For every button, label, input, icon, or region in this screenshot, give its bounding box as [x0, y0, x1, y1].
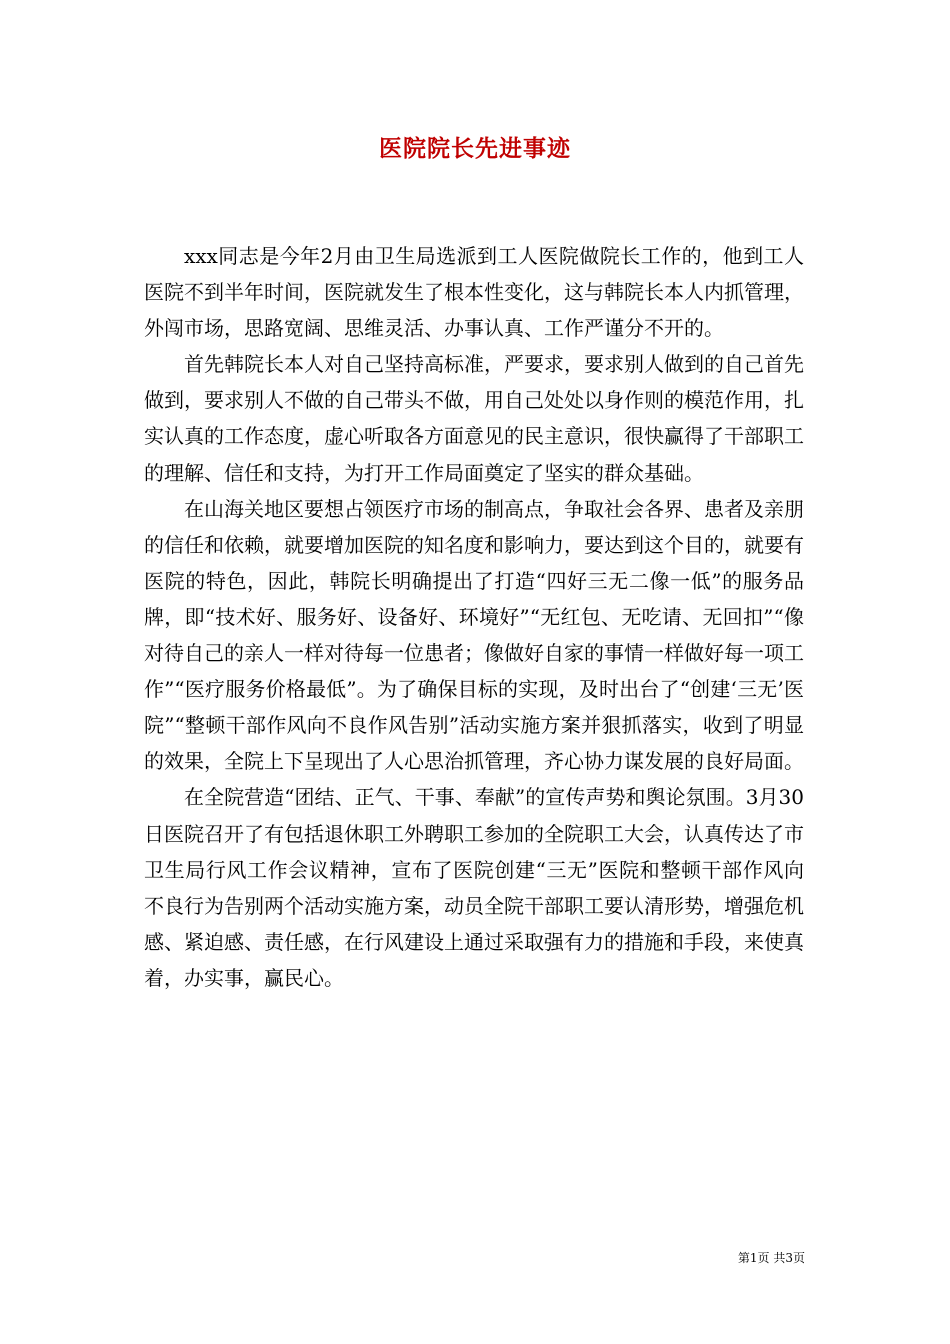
- paragraph: 在全院营造“团结、正气、干事、奉献”的宣传声势和舆论氛围。3月30日医院召开了有包括退休职工外聘职工参加的全院职工大会，认真传达了市卫生局行风工作会议精神，宣布了医院创建“三无”医院和整顿干部作风向不良行为告别两个活动实施方案，动员全院干部职工要认清形势，增强危机感、紧迫感、责任感，在行风建设上通过采取强有力的措施和手段，来使真着，办实事，赢民心。: [144, 785, 804, 990]
- paragraph: xxx同志是今年2月由卫生局选派到工人医院做院长工作的，他到工人医院不到半年时间，医院就发生了根本性变化，这与韩院长本人内抓管理，外闯市场，思路宽阔、思维灵活、办事认真、工作严谨分不开的。: [144, 244, 804, 341]
- paragraph: 在山海关地区要想占领医疗市场的制高点，争取社会各界、患者及亲朋的信任和依赖，就要增加医院的知名度和影响力，要达到这个目的，就要有医院的特色，因此，韩院长明确提出了打造“四好三无二像一低”的服务品牌，即“技术好、服务好、设备好、环境好”“无红包、无吃请、无回扣”“像对待自己的亲人一样对待每一位患者；像做好自家的事情一样做好每一项工作”“医疗服务价格最低”。为了确保目标的实现，及时出台了“创建‘三无’医院”“整顿干部作风向不良作风告别”活动实施方案并狠抓落实，收到了明显的效果，全院上下呈现出了人心思治抓管理，齐心协力谋发展的良好局面。: [144, 496, 804, 774]
- document-body: [144, 238, 804, 996]
- paragraph: 首先韩院长本人对自己坚持高标准，严要求，要求别人做到的自己首先做到，要求别人不做的自己带头不做，用自己处处以身作则的模范作用，扎实认真的工作态度，虚心听取各方面意见的民主意识，很快赢得了干部职工的理解、信任和支持，为打开工作局面奠定了坚实的群众基础。: [144, 352, 804, 485]
- page-title: 医院院长先进事迹: [379, 135, 571, 162]
- page-number: 第1页 共3页: [737, 1251, 805, 1265]
